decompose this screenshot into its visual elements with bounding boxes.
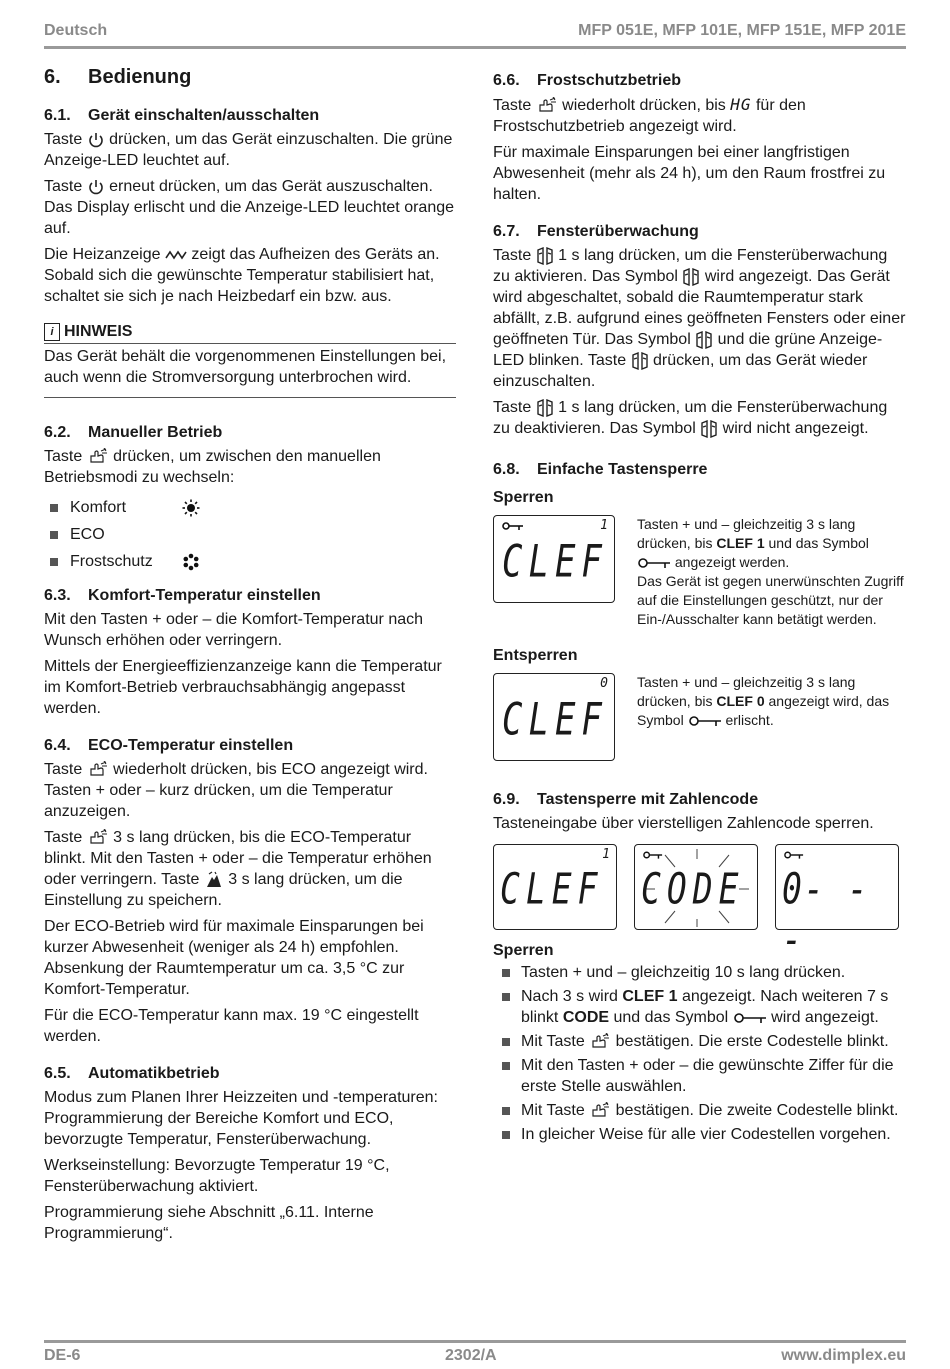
- footer-url[interactable]: www.dimplex.eu: [781, 1347, 906, 1364]
- subheading-lock: Sperren: [493, 489, 554, 506]
- section-heading: 6.1. Gerät einschalten/ausschalten: [44, 107, 320, 124]
- section-6-4: [44, 737, 456, 1047]
- hand-button-icon: [536, 97, 558, 115]
- section-heading: 6.4. ECO-Temperatur einstellen: [44, 737, 294, 754]
- paragraph: Taste 1 s lang drücken, um die Fensterüberwachung zu aktivieren. Das Symbol wird angezeigt. Das Gerät wird abgeschaltet, sobald die Raumtemperatur stark abfällt, z.B. aufgrund eines geöffneten Fensters oder einer geöffneten Tür. Das Symbol und die grüne Anzeige-LED blinken. Taste drücken, um das Gerät wieder einzuschalten.: [493, 247, 906, 390]
- key-icon: [637, 557, 671, 569]
- lcd-display: [775, 844, 899, 965]
- hand-button-icon: [87, 761, 109, 779]
- paragraph: Tasteneingabe über vierstelligen Zahlencode sperren.: [493, 815, 874, 832]
- mode-list: [44, 494, 456, 575]
- lcd-small-digit: 0: [600, 676, 608, 691]
- frost-display-code: HG: [730, 95, 752, 114]
- lcd-display: [634, 844, 758, 930]
- hand-button-icon: [589, 1102, 611, 1120]
- paragraph: Programmierung siehe Abschnitt „6.11. Interne Programmierung“.: [44, 1204, 374, 1242]
- paragraph: Die Heizanzeige zeigt das Aufheizen des Geräts an. Sobald sich die gewünschte Temperatur stabilisiert hat, schaltet sie sich je nach Heizbedarf ein bzw. aus.: [44, 246, 440, 305]
- paragraph: Taste drücken, um das Gerät einzuschalten. Die grüne Anzeige-LED leuchtet auf.: [44, 131, 453, 169]
- window-icon: [631, 352, 649, 370]
- paragraph: Werkseinstellung: Bevorzugte Temperatur 19 °C, Fensterüberwachung aktiviert.: [44, 1157, 390, 1195]
- key-icon: [502, 521, 524, 531]
- list-item: In gleicher Weise für alle vier Codestellen vorgehen.: [493, 1124, 907, 1145]
- paragraph: Taste erneut drücken, um das Gerät auszuschalten. Das Display erlischt und die Anzeige-LED leuchtet orange auf.: [44, 178, 455, 237]
- paragraph: Für maximale Einsparungen bei einer langfristigen Abwesenheit (mehr als 24 h), um den Raum frostfrei zu halten.: [493, 144, 886, 203]
- section-heading: 6.9. Tastensperre mit Zahlencode: [493, 791, 759, 808]
- step-list: [493, 962, 907, 1145]
- footer-page: DE-6: [44, 1347, 81, 1364]
- window-icon: [700, 420, 718, 438]
- section-6-2: [44, 424, 456, 575]
- paragraph: Taste wiederholt drücken, bis HG für den Frostschutzbetrieb angezeigt wird.: [493, 95, 806, 135]
- header-models: MFP 051E, MFP 101E, MFP 151E, MFP 201E: [578, 22, 906, 39]
- section-6-3: [44, 587, 456, 719]
- header-divider: [44, 46, 906, 49]
- lcd-display: [493, 844, 617, 930]
- power-icon: [87, 131, 105, 149]
- unlock-instructions: Tasten + und – gleichzeitig 3 s lang drücken, bis CLEF 0 angezeigt wird, das Symbol erlischt.: [637, 674, 890, 728]
- snowflake-icon: [182, 553, 200, 571]
- lcd-small-digit: 1: [602, 847, 610, 862]
- left-column: [44, 66, 456, 1249]
- lcd-text: CODE: [641, 863, 745, 914]
- paragraph: Taste drücken, um zwischen den manuellen Betriebsmodi zu wechseln:: [44, 448, 381, 486]
- note-text: Das Gerät behält die vorgenommenen Einstellungen bei, auch wenn die Stromversorgung unterbrochen wird.: [44, 348, 447, 386]
- paragraph: Der ECO-Betrieb wird für maximale Einsparungen bei kurzer Abwesenheit (weniger als 24 h) empfohlen. Absenkung der Raumtemperatur um ca. 3,5 °C zur Komfort-Temperatur.: [44, 918, 424, 998]
- window-icon: [695, 331, 713, 349]
- list-item: Nach 3 s wird CLEF 1 angezeigt. Nach weiteren 7 s blinkt CODE und das Symbol wird angezeigt.: [493, 986, 907, 1028]
- lcd-text: CLEF: [500, 863, 604, 914]
- subheading-unlock: Entsperren: [493, 647, 578, 664]
- lcd-text: CLEF: [502, 536, 608, 588]
- lcd-display: [493, 673, 615, 761]
- key-icon: [784, 850, 804, 860]
- hand-button-icon: [87, 448, 109, 466]
- section-heading: 6.8. Einfache Tastensperre: [493, 461, 708, 478]
- subheading-lock: Sperren: [493, 942, 554, 959]
- lock-instructions: Tasten + und – gleichzeitig 3 s lang drücken, bis CLEF 1 und das Symbol angezeigt werden. Das Gerät ist gegen unerwünschten Zugriff auf die Einstellungen geschützt, nur der Ein-/Ausschalter kann betätigt werden.: [637, 516, 904, 627]
- paragraph: Für die ECO-Temperatur kann max. 19 °C eingestellt werden.: [44, 1007, 419, 1045]
- window-icon: [536, 399, 554, 417]
- note-title: HINWEIS: [64, 323, 133, 340]
- note-box: [44, 323, 456, 398]
- section-6-6: [493, 72, 907, 205]
- hand-button-icon: [589, 1033, 611, 1051]
- section-6-9: [493, 791, 907, 1145]
- section-6-5: [44, 1065, 456, 1244]
- window-icon: [682, 268, 700, 286]
- lcd-display: [493, 515, 615, 603]
- list-item: Mit Taste bestätigen. Die zweite Codestelle blinkt.: [493, 1100, 907, 1121]
- footer-divider: [44, 1340, 906, 1343]
- paragraph: Taste 3 s lang drücken, bis die ECO-Temperatur blinkt. Mit den Tasten + oder – die Temperatur erhöhen oder verringern. Taste 3 s lang drücken, um die Einstellung zu speichern.: [44, 829, 432, 909]
- paragraph: Mit den Tasten + oder – die Komfort-Temperatur nach Wunsch erhöhen oder verringern.: [44, 611, 424, 649]
- list-item: Tasten + und – gleichzeitig 10 s lang drücken.: [493, 962, 907, 983]
- section-heading: 6.7. Fensterüberwachung: [493, 223, 699, 240]
- right-column: [493, 72, 907, 1148]
- hand-button-icon: [87, 829, 109, 847]
- info-icon: i: [44, 323, 60, 341]
- section-6-7: [493, 223, 907, 439]
- section-heading: 6.5. Automatikbetrieb: [44, 1065, 220, 1082]
- footer-version: 2302/A: [445, 1347, 497, 1364]
- lcd-text: CLEF: [502, 694, 608, 746]
- section-6-8: [493, 461, 907, 761]
- paragraph: Taste wiederholt drücken, bis ECO angezeigt wird. Tasten + oder – kurz drücken, um die Temperatur anzuzeigen.: [44, 761, 428, 820]
- lcd-text: 0- - -: [782, 863, 870, 965]
- list-item: Mit den Tasten + oder – die gewünschte Ziffer für die erste Stelle auswählen.: [493, 1055, 907, 1097]
- paragraph: Mittels der Energieeffizienzanzeige kann die Temperatur im Komfort-Betrieb verbrauchsabhängig angepasst werden.: [44, 658, 442, 717]
- key-icon: [688, 715, 722, 727]
- section-6-1: [44, 107, 456, 307]
- section-heading: 6.3. Komfort-Temperatur einstellen: [44, 587, 321, 604]
- list-item: Mit Taste bestätigen. Die erste Codestelle blinkt.: [493, 1031, 907, 1052]
- key-icon: [733, 1012, 767, 1024]
- list-item: Komfort: [44, 494, 456, 521]
- header-language: Deutsch: [44, 22, 108, 39]
- save-hand-icon: [204, 871, 224, 889]
- paragraph: Taste 1 s lang drücken, um die Fensterüberwachung zu deaktivieren. Das Symbol wird nicht angezeigt.: [493, 399, 888, 437]
- paragraph: Modus zum Planen Ihrer Heizzeiten und -temperaturen: Programmierung der Bereiche Komfort und ECO, bevorzugte Temperatur, Fensterüberwachung.: [44, 1089, 438, 1148]
- window-icon: [536, 247, 554, 265]
- section-heading: 6.2. Manueller Betrieb: [44, 424, 223, 441]
- moon-icon: [182, 526, 200, 544]
- sun-icon: [182, 499, 200, 517]
- list-item: ECO: [44, 521, 456, 548]
- heating-indicator-icon: [165, 249, 187, 261]
- power-icon: [87, 178, 105, 196]
- lcd-small-digit: 1: [600, 518, 608, 533]
- list-item: Frostschutz: [44, 548, 456, 575]
- section-heading: 6.6. Frostschutzbetrieb: [493, 72, 682, 89]
- chapter-title: 6. Bedienung: [44, 66, 192, 88]
